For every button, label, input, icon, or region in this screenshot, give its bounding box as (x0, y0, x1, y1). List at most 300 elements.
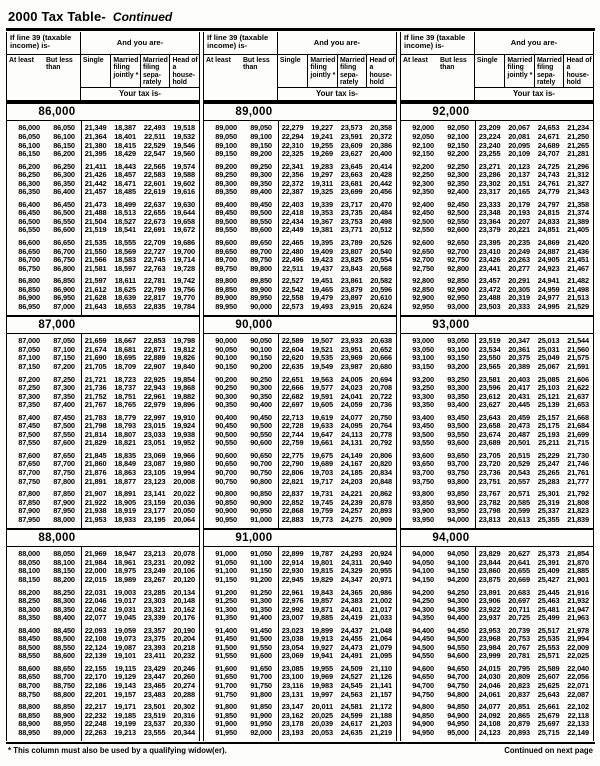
cell-but-less-than: 92,750 (447, 255, 469, 265)
cell-at-least: 89,000 (215, 123, 237, 133)
cell-tax-married-separately: 24,167 (340, 459, 363, 469)
cell-but-less-than: 90,100 (250, 344, 272, 354)
cell-at-least: 93,800 (412, 489, 434, 499)
cell-tax-married-jointly: 18,513 (114, 208, 136, 218)
cell-tax-single: 22,232 (84, 710, 107, 720)
cell-tax-married-separately: 23,015 (143, 421, 166, 431)
cell-at-least: 91,500 (215, 642, 237, 652)
cell-tax-head-of-household: 20,540 (370, 246, 392, 256)
cell-but-less-than: 89,250 (250, 161, 272, 171)
cell-tax-head-of-household: 20,190 (173, 625, 195, 635)
section-rows (204, 334, 396, 528)
table-row (401, 439, 593, 448)
cell-at-least: 93,900 (412, 506, 434, 516)
cell-tax-married-separately: 25,301 (537, 489, 560, 499)
tax-section (7, 315, 199, 528)
cell-but-less-than: 91,450 (250, 625, 272, 635)
cell-at-least: 89,100 (215, 140, 237, 150)
cell-tax-head-of-household: 21,219 (370, 727, 392, 737)
cell-tax-married-jointly: 18,401 (114, 131, 136, 141)
cell-tax-head-of-household: 21,033 (370, 613, 392, 623)
cell-tax-single: 23,984 (478, 642, 501, 652)
cell-tax-married-separately: 22,799 (143, 284, 166, 294)
cell-tax-married-jointly: 19,255 (311, 140, 333, 150)
cell-at-least: 91,450 (215, 634, 237, 644)
cell-but-less-than: 87,150 (53, 353, 75, 363)
cell-tax-married-jointly: 18,709 (114, 362, 136, 372)
cell-tax-married-separately: 24,329 (340, 566, 363, 576)
table-row (7, 439, 199, 448)
cell-tax-married-separately: 23,483 (143, 689, 166, 699)
cell-tax-head-of-household: 21,110 (370, 663, 392, 673)
cell-but-less-than: 87,800 (53, 476, 75, 486)
cell-tax-married-separately: 23,519 (143, 710, 166, 720)
and-you-are-header: And you are- (313, 38, 361, 48)
cell-but-less-than: 91,300 (250, 596, 272, 606)
cell-at-least: 92,200 (412, 161, 434, 171)
cell-but-less-than: 89,650 (250, 238, 272, 247)
tax-section (7, 102, 199, 315)
cell-but-less-than: 88,400 (53, 613, 75, 623)
tax-table-group (6, 32, 200, 741)
cell-but-less-than: 94,600 (447, 651, 469, 661)
cell-but-less-than: 88,200 (53, 574, 75, 584)
cell-tax-head-of-household: 21,002 (370, 596, 392, 606)
cell-tax-married-separately: 23,609 (340, 140, 363, 150)
cell-tax-head-of-household: 21,792 (567, 489, 589, 499)
cell-at-least: 86,100 (18, 140, 40, 150)
table-row (204, 516, 396, 525)
cell-but-less-than: 86,750 (53, 255, 75, 265)
cell-tax-married-separately: 24,725 (537, 161, 560, 171)
cell-tax-married-jointly: 20,459 (508, 412, 530, 422)
group-header (7, 32, 199, 102)
cell-tax-married-jointly: 18,793 (114, 421, 136, 431)
cell-tax-married-jointly: 20,067 (508, 123, 530, 133)
cell-tax-married-separately: 25,067 (537, 362, 560, 372)
cell-tax-married-separately: 24,617 (340, 719, 363, 729)
cell-tax-married-separately: 22,673 (143, 216, 166, 226)
cell-but-less-than: 88,950 (53, 719, 75, 729)
cell-tax-married-separately: 25,499 (537, 613, 560, 623)
cell-tax-married-separately: 22,781 (143, 276, 166, 286)
cell-tax-single: 23,596 (478, 383, 501, 393)
cell-tax-married-separately: 25,139 (537, 400, 560, 410)
cell-at-least: 88,050 (18, 557, 40, 567)
cell-tax-single: 23,581 (478, 374, 501, 384)
cell-tax-married-jointly: 20,207 (508, 216, 530, 226)
cell-tax-married-separately: 23,933 (340, 336, 363, 346)
cell-at-least: 93,350 (412, 400, 434, 410)
cell-but-less-than: 87,450 (53, 412, 75, 422)
cell-tax-married-separately: 24,599 (340, 710, 363, 720)
cell-but-less-than: 91,600 (250, 651, 272, 661)
cell-at-least: 86,950 (18, 301, 40, 311)
cell-tax-head-of-household: 20,442 (370, 178, 392, 188)
cell-tax-head-of-household: 20,610 (370, 293, 392, 303)
table-row (7, 150, 199, 159)
cell-at-least: 87,750 (18, 476, 40, 486)
cell-tax-married-jointly: 19,955 (311, 663, 333, 673)
cell-tax-head-of-household: 21,932 (567, 596, 589, 606)
single-header: Single (82, 56, 104, 64)
cell-but-less-than: 86,900 (53, 284, 75, 294)
cell-but-less-than: 94,000 (447, 514, 469, 524)
cell-tax-single: 22,651 (281, 374, 304, 384)
cell-tax-head-of-household: 19,728 (173, 263, 195, 273)
cell-tax-single: 23,240 (478, 140, 501, 150)
cell-at-least: 88,800 (18, 702, 40, 712)
cell-tax-married-separately: 22,889 (143, 353, 166, 363)
cell-tax-head-of-household: 20,834 (370, 468, 392, 478)
cell-at-least: 86,800 (18, 276, 40, 286)
cell-tax-married-jointly: 20,501 (508, 438, 530, 448)
cell-tax-married-separately: 25,481 (537, 604, 560, 614)
cell-tax-married-jointly: 19,829 (311, 574, 333, 584)
cell-tax-married-jointly: 19,871 (311, 604, 333, 614)
cell-tax-married-separately: 24,743 (537, 170, 560, 180)
cell-tax-married-separately: 24,455 (340, 634, 363, 644)
cell-but-less-than: 86,400 (53, 187, 75, 197)
cell-tax-married-jointly: 18,485 (114, 187, 136, 197)
cell-tax-married-separately: 23,285 (143, 587, 166, 597)
cell-but-less-than: 87,000 (53, 301, 75, 311)
cell-tax-head-of-household: 21,761 (567, 468, 589, 478)
cell-but-less-than: 93,650 (447, 450, 469, 460)
cell-tax-married-separately: 25,175 (537, 421, 560, 431)
cell-but-less-than: 89,050 (250, 123, 272, 133)
cell-at-least: 94,600 (412, 663, 434, 673)
cell-at-least: 90,300 (215, 391, 237, 401)
cell-tax-single: 21,581 (84, 263, 107, 273)
cell-but-less-than: 94,750 (447, 680, 469, 690)
at-least-header: At least (403, 56, 428, 64)
cell-tax-married-separately: 24,401 (340, 604, 363, 614)
cell-tax-single: 24,077 (478, 702, 501, 712)
cell-tax-head-of-household: 19,952 (173, 438, 195, 448)
married-filing-jointly-header: Married filing jointly * (110, 55, 140, 88)
cell-at-least: 89,600 (215, 238, 237, 247)
cell-but-less-than: 94,250 (447, 587, 469, 597)
cell-tax-married-separately: 24,779 (537, 187, 560, 197)
cell-at-least: 93,400 (412, 412, 434, 422)
cell-at-least: 89,300 (215, 178, 237, 188)
cell-at-least: 89,250 (215, 170, 237, 180)
cell-tax-single: 22,899 (281, 549, 304, 559)
cell-at-least: 86,200 (18, 161, 40, 171)
cell-tax-single: 22,821 (281, 476, 304, 486)
cell-tax-married-separately: 22,727 (143, 246, 166, 256)
cell-but-less-than: 91,150 (250, 566, 272, 576)
cell-but-less-than: 93,050 (447, 336, 469, 346)
cell-but-less-than: 90,600 (250, 438, 272, 448)
cell-tax-head-of-household: 21,389 (567, 216, 589, 226)
cell-at-least: 94,000 (412, 549, 434, 559)
cell-but-less-than: 86,350 (53, 178, 75, 188)
cell-but-less-than: 91,700 (250, 672, 272, 682)
cell-tax-married-separately: 22,529 (143, 140, 166, 150)
cell-tax-head-of-household: 22,133 (567, 719, 589, 729)
single-header: Single (476, 56, 498, 64)
cell-tax-married-separately: 25,535 (537, 634, 560, 644)
cell-tax-married-jointly: 20,893 (508, 727, 530, 737)
cell-tax-head-of-household: 20,512 (370, 225, 392, 235)
cell-tax-head-of-household: 20,986 (370, 587, 392, 597)
cell-tax-married-separately: 25,625 (537, 680, 560, 690)
cell-tax-married-jointly: 19,409 (311, 246, 333, 256)
cell-at-least: 93,500 (412, 429, 434, 439)
cell-tax-married-separately: 24,689 (537, 140, 560, 150)
cell-at-least: 88,500 (18, 642, 40, 652)
cell-tax-married-jointly: 19,437 (311, 263, 333, 273)
cell-tax-head-of-household: 20,638 (370, 336, 392, 346)
cell-tax-single: 23,891 (478, 587, 501, 597)
column-divider-line (81, 547, 82, 741)
cell-tax-married-jointly: 19,745 (311, 497, 333, 507)
cell-tax-head-of-household: 20,526 (370, 238, 392, 247)
cell-at-least: 90,650 (215, 459, 237, 469)
cell-tax-single: 21,767 (84, 400, 107, 410)
cell-tax-single: 23,379 (478, 225, 501, 235)
cell-tax-single: 22,728 (281, 421, 304, 431)
cell-tax-single: 22,201 (84, 689, 107, 699)
section-label-band (401, 102, 593, 121)
cell-but-less-than: 90,300 (250, 383, 272, 393)
cell-tax-head-of-household: 19,826 (173, 353, 195, 363)
cell-at-least: 87,200 (18, 374, 40, 384)
cell-at-least: 92,500 (412, 216, 434, 226)
cell-tax-single: 23,116 (282, 680, 304, 690)
if-line-39-header: If line 39 (taxable income) is- (401, 32, 475, 54)
cell-but-less-than: 92,250 (447, 161, 469, 171)
cell-but-less-than: 92,000 (250, 727, 272, 737)
cell-tax-married-jointly: 19,017 (114, 596, 136, 606)
cell-tax-married-separately: 25,031 (537, 344, 560, 354)
cell-tax-married-jointly: 18,639 (114, 293, 136, 303)
cell-at-least: 93,150 (412, 362, 434, 372)
section-label: 86,000 (38, 106, 76, 119)
cell-tax-head-of-household: 20,680 (370, 362, 392, 372)
cell-tax-head-of-household: 21,482 (567, 276, 589, 286)
cell-but-less-than: 94,850 (447, 702, 469, 712)
cell-at-least: 89,700 (215, 255, 237, 265)
header-spacer (204, 87, 278, 100)
cell-tax-married-jointly: 18,625 (114, 284, 136, 294)
table-row (7, 691, 199, 700)
cell-tax-married-jointly: 18,499 (114, 199, 136, 209)
cell-at-least: 93,450 (412, 421, 434, 431)
cell-but-less-than: 94,650 (447, 663, 469, 673)
table-row (401, 363, 593, 372)
cell-tax-single: 22,883 (281, 514, 304, 524)
cell-tax-married-jointly: 20,305 (508, 284, 530, 294)
cell-but-less-than: 87,500 (53, 421, 75, 431)
cell-tax-married-separately: 24,509 (340, 663, 363, 673)
cell-tax-head-of-household: 21,095 (370, 651, 392, 661)
cell-tax-married-separately: 24,203 (340, 476, 363, 486)
column-divider-line (278, 334, 279, 528)
cell-at-least: 87,000 (18, 336, 40, 346)
cell-tax-head-of-household: 20,708 (370, 383, 392, 393)
cell-but-less-than: 89,800 (250, 263, 272, 273)
cell-but-less-than: 87,950 (53, 506, 75, 516)
cell-but-less-than: 93,600 (447, 438, 469, 448)
cell-tax-married-separately: 22,943 (143, 383, 166, 393)
cell-tax-head-of-household: 19,574 (173, 161, 195, 171)
cell-at-least: 90,150 (215, 362, 237, 372)
cell-at-least: 89,050 (215, 131, 237, 141)
cell-but-less-than: 88,750 (53, 680, 75, 690)
cell-tax-single: 22,868 (281, 506, 304, 516)
cell-tax-single: 23,395 (478, 238, 501, 247)
cell-tax-single: 23,643 (478, 412, 501, 422)
cell-tax-married-separately: 25,517 (537, 625, 560, 635)
cell-tax-married-separately: 23,033 (143, 429, 166, 439)
cell-tax-married-separately: 25,427 (537, 574, 560, 584)
cell-at-least: 92,550 (412, 225, 434, 235)
cell-tax-married-jointly: 18,527 (114, 216, 136, 226)
cell-tax-married-jointly: 18,821 (114, 438, 136, 448)
cell-tax-single: 23,178 (281, 719, 304, 729)
cell-at-least: 87,300 (18, 391, 40, 401)
cell-tax-head-of-household: 20,736 (370, 400, 392, 410)
cell-tax-single: 22,496 (281, 255, 304, 265)
cell-tax-head-of-household: 21,730 (567, 450, 589, 460)
cell-tax-married-jointly: 18,737 (114, 383, 136, 393)
cell-tax-married-jointly: 18,555 (114, 238, 136, 247)
cell-at-least: 90,750 (215, 476, 237, 486)
section-rows (401, 334, 593, 528)
cell-tax-head-of-household: 19,532 (173, 131, 195, 141)
cell-tax-married-jointly: 19,479 (311, 293, 333, 303)
cell-tax-head-of-household: 20,344 (173, 727, 195, 737)
cell-tax-head-of-household: 21,374 (567, 208, 589, 218)
cell-tax-single: 23,999 (478, 651, 501, 661)
cell-tax-married-separately: 22,601 (143, 178, 166, 188)
cell-tax-married-separately: 25,715 (537, 727, 560, 737)
cell-tax-married-separately: 24,491 (340, 651, 363, 661)
cell-tax-married-jointly: 18,863 (114, 468, 136, 478)
cell-tax-married-jointly: 18,947 (114, 549, 136, 559)
cell-tax-married-separately: 25,355 (537, 514, 560, 524)
cell-tax-married-separately: 22,853 (143, 336, 166, 346)
cell-tax-married-separately: 22,835 (143, 301, 166, 311)
cell-at-least: 88,300 (18, 604, 40, 614)
cell-tax-married-separately: 23,987 (340, 362, 363, 372)
cell-tax-head-of-household: 20,260 (173, 672, 195, 682)
cell-tax-married-jointly: 20,529 (508, 459, 530, 469)
cell-tax-married-jointly: 19,549 (311, 362, 333, 372)
cell-tax-head-of-household: 21,808 (567, 497, 589, 507)
cell-tax-head-of-household: 21,250 (567, 131, 589, 141)
cell-tax-head-of-household: 19,854 (173, 374, 195, 384)
cell-tax-single: 24,030 (478, 672, 501, 682)
cell-tax-head-of-household: 22,149 (567, 727, 589, 737)
cell-tax-single: 23,503 (478, 301, 501, 311)
cell-tax-married-separately: 23,861 (340, 276, 363, 286)
cell-tax-single: 22,620 (281, 353, 304, 363)
cell-tax-married-jointly: 18,989 (114, 574, 136, 584)
cell-but-less-than: 93,350 (447, 391, 469, 401)
cell-tax-married-jointly: 19,199 (114, 719, 136, 729)
cell-tax-married-separately: 23,717 (340, 199, 363, 209)
cell-but-less-than: 93,500 (447, 421, 469, 431)
cell-at-least: 89,400 (215, 199, 237, 209)
column-divider-line (278, 547, 279, 741)
cell-tax-married-separately: 22,565 (143, 161, 166, 171)
cell-tax-head-of-household: 20,806 (370, 450, 392, 460)
cell-at-least: 87,400 (18, 412, 40, 422)
cell-tax-head-of-household: 21,947 (567, 604, 589, 614)
cell-at-least: 86,600 (18, 238, 40, 247)
section-label: 92,000 (432, 106, 470, 119)
cell-tax-married-jointly: 20,767 (508, 642, 530, 652)
cell-tax-single: 21,442 (84, 178, 107, 188)
cell-but-less-than: 94,400 (447, 613, 469, 623)
cell-tax-married-separately: 25,265 (537, 468, 560, 478)
cell-tax-married-separately: 23,753 (340, 216, 363, 226)
table-row (204, 303, 396, 312)
cell-but-less-than: 87,200 (53, 362, 75, 372)
cell-tax-married-separately: 25,121 (537, 391, 560, 401)
cell-tax-married-jointly: 20,837 (508, 689, 530, 699)
cell-tax-married-separately: 25,445 (537, 587, 560, 597)
cell-tax-married-jointly: 20,725 (508, 613, 530, 623)
cell-tax-married-separately: 25,319 (537, 497, 560, 507)
cell-but-less-than: 93,400 (447, 400, 469, 410)
cell-tax-head-of-household: 21,498 (567, 284, 589, 294)
cell-tax-single: 23,550 (478, 353, 501, 363)
cell-tax-head-of-household: 21,870 (567, 557, 589, 567)
cell-tax-married-jointly: 19,661 (311, 438, 333, 448)
cell-but-less-than: 94,350 (447, 604, 469, 614)
cell-tax-head-of-household: 22,102 (567, 702, 589, 712)
cell-tax-married-jointly: 19,353 (311, 208, 333, 218)
cell-at-least: 94,450 (412, 634, 434, 644)
cell-at-least: 89,350 (215, 187, 237, 197)
cell-tax-head-of-household: 21,327 (567, 178, 589, 188)
cell-tax-married-jointly: 20,515 (508, 450, 530, 460)
cell-tax-head-of-household: 19,714 (173, 255, 195, 265)
cell-at-least: 91,150 (215, 574, 237, 584)
cell-tax-single: 22,945 (281, 574, 304, 584)
cell-tax-single: 23,100 (281, 672, 304, 682)
cell-tax-single: 22,697 (281, 400, 304, 410)
cell-at-least: 94,150 (412, 574, 434, 584)
table-row (204, 691, 396, 700)
cell-tax-head-of-household: 20,862 (370, 489, 392, 499)
cell-tax-head-of-household: 21,823 (567, 506, 589, 516)
cell-but-less-than: 86,200 (53, 149, 75, 159)
cell-tax-married-separately: 23,159 (143, 497, 166, 507)
cell-but-less-than: 88,700 (53, 672, 75, 682)
cell-at-least: 87,900 (18, 506, 40, 516)
cell-but-less-than: 91,800 (250, 689, 272, 699)
cell-tax-single: 21,783 (84, 412, 107, 422)
cell-tax-single: 21,814 (84, 429, 107, 439)
group-header (204, 32, 396, 102)
cell-but-less-than: 93,300 (447, 383, 469, 393)
cell-tax-married-separately: 24,833 (537, 216, 560, 226)
cell-tax-married-jointly: 18,905 (114, 497, 136, 507)
cell-but-less-than: 91,250 (250, 587, 272, 597)
table-row (7, 729, 199, 738)
cell-tax-married-jointly: 19,647 (311, 429, 333, 439)
cell-at-least: 91,400 (215, 625, 237, 635)
cell-tax-head-of-household: 19,756 (173, 284, 195, 294)
cell-tax-single: 23,193 (281, 727, 304, 737)
tax-section (204, 102, 396, 315)
